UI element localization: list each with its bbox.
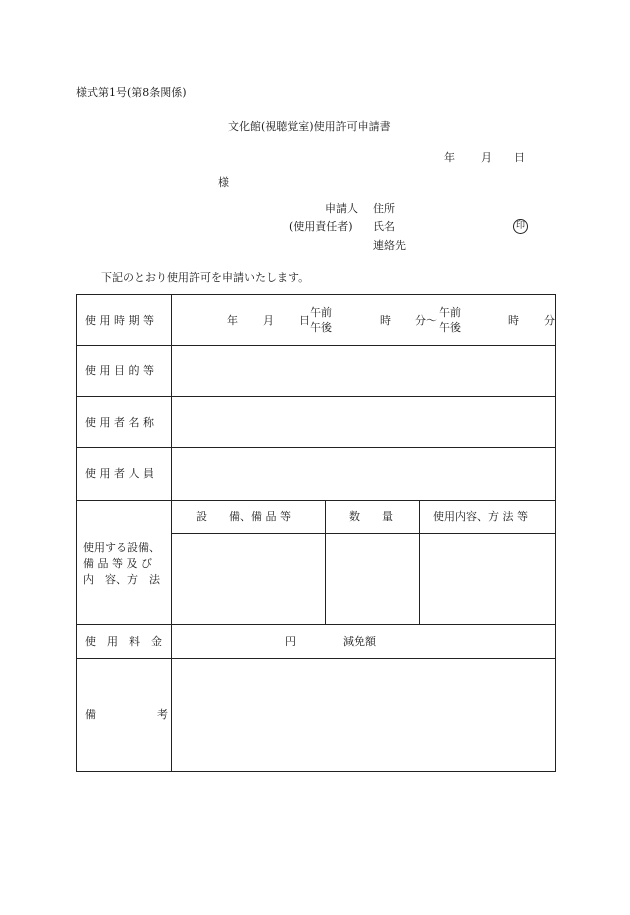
fee-yen: 円 [285,635,296,648]
equipment-label-line-3: 内 容、方 法 [83,573,160,586]
form-number: 様式第1号(第8条関係) [76,86,187,99]
period-hour-2: 時 [508,314,519,327]
fee-label: 使 用 料 金 [85,635,162,648]
date-year: 年 [444,151,455,164]
row-divider [77,345,555,346]
period-pm-1: 午後 [310,321,332,334]
remarks-label-left: 備 [85,708,96,721]
equipment-header-items: 設 備、備 品 等 [196,510,291,523]
period-minute-1: 分〜 [415,314,437,327]
intro-text: 下記のとおり使用許可を申請いたします。 [101,271,310,284]
period-day: 日 [299,314,310,327]
equipment-column-divider [325,500,326,624]
responsible-label: (使用責任者) [289,220,353,233]
applicant-label: 申請人 [325,202,358,215]
application-form-table [76,294,556,772]
row-divider [77,658,555,659]
date-day: 日 [514,151,525,164]
equipment-header-divider [171,533,555,534]
period-pm-2: 午後 [439,321,461,334]
addressee-suffix: 様 [218,176,229,189]
period-minute-2: 分 [544,314,555,327]
period-month: 月 [263,314,274,327]
period-label: 使 用 時 期 等 [85,314,154,327]
period-am-2: 午前 [439,306,461,319]
user-count-label: 使 用 者 人 員 [85,467,154,480]
equipment-header-quantity: 数 量 [349,510,393,523]
seal-mark: 印 [513,219,528,234]
row-divider [77,624,555,625]
equipment-label-line-1: 使用する設備、 [83,541,160,554]
remarks-label-right: 考 [157,708,168,721]
equipment-label-line-2: 備 品 等 及 び [83,557,152,570]
period-hour-1: 時 [380,314,391,327]
row-divider [77,396,555,397]
period-am-1: 午前 [310,306,332,319]
row-divider [77,447,555,448]
fee-reduction: 減免額 [343,635,376,648]
row-divider [77,500,555,501]
contact-label: 連絡先 [373,239,406,252]
address-label: 住所 [373,202,395,215]
date-month: 月 [481,151,492,164]
equipment-column-divider [419,500,420,624]
document-title: 文化館(視聴覚室)使用許可申請書 [228,120,391,133]
user-name-label: 使 用 者 名 称 [85,416,154,429]
equipment-header-usage: 使用内容、方 法 等 [433,510,528,523]
period-year: 年 [227,314,238,327]
purpose-label: 使 用 目 的 等 [85,364,154,377]
name-label: 氏名 [373,220,395,233]
